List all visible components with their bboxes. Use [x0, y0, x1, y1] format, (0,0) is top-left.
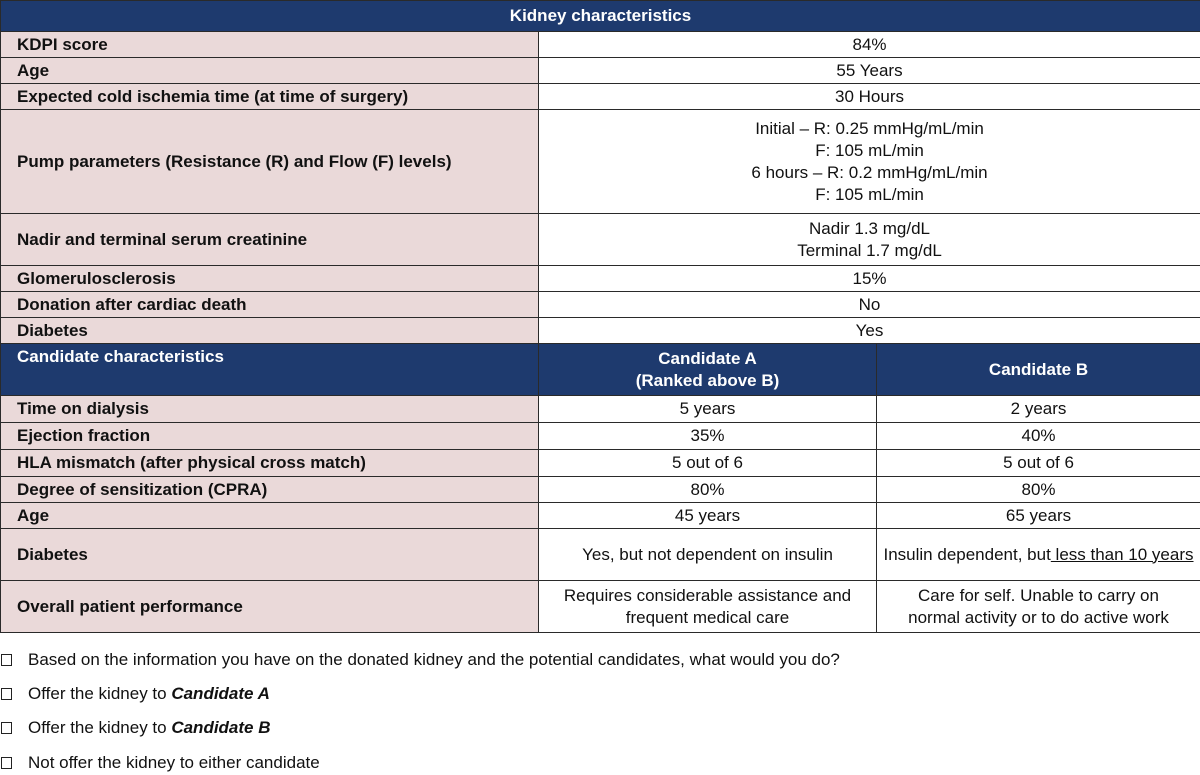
candidate-b-text: Insulin dependent, but — [884, 545, 1051, 564]
candidate-a-value: 45 years — [539, 503, 877, 529]
row-label: Diabetes — [1, 529, 539, 581]
value-line: Nadir 1.3 mg/dL — [539, 218, 1200, 240]
value-line: normal activity or to do active work — [877, 607, 1200, 629]
value-line: Terminal 1.7 mg/dL — [539, 240, 1200, 262]
candidate-b-value — [877, 529, 1200, 581]
row-value: 15% — [539, 266, 1200, 292]
row-label: Nadir and terminal serum creatinine — [1, 214, 539, 266]
candidate-a-subtitle: (Ranked above B) — [539, 370, 876, 392]
row-label: HLA mismatch (after physical cross match) — [1, 450, 539, 477]
candidate-b-underlined-text: less than 10 years — [1051, 545, 1194, 564]
table-row — [1, 477, 1200, 503]
table-row — [1, 396, 1200, 423]
checkbox[interactable] — [1, 722, 12, 734]
row-value — [539, 214, 1200, 266]
table-row — [1, 58, 1200, 84]
row-value: No — [539, 292, 1200, 318]
candidate-section-header: Candidate characteristics — [1, 344, 539, 396]
row-label: Degree of sensitization (CPRA) — [1, 477, 539, 503]
table-row — [1, 450, 1200, 477]
kidney-section-header: Kidney characteristics — [1, 1, 1200, 32]
value-line: Requires considerable assistance and — [539, 585, 876, 607]
candidate-a-title: Candidate A — [539, 348, 876, 370]
candidate-a-value: 5 out of 6 — [539, 450, 877, 477]
value-line: F: 105 mL/min — [539, 140, 1200, 162]
row-value — [539, 110, 1200, 214]
row-label: Overall patient performance — [1, 581, 539, 633]
value-line: Care for self. Unable to carry on — [877, 585, 1200, 607]
value-line: F: 105 mL/min — [539, 184, 1200, 206]
row-label: Glomerulosclerosis — [1, 266, 539, 292]
option-text — [28, 751, 320, 775]
candidate-b-value — [877, 581, 1200, 633]
value-line: Initial – R: 0.25 mmHg/mL/min — [539, 118, 1200, 140]
table-row — [1, 318, 1200, 344]
option-candidate-a[interactable] — [0, 682, 1200, 706]
candidate-b-value: 5 out of 6 — [877, 450, 1200, 477]
option-emphasis: Candidate A — [171, 684, 270, 703]
question-prompt[interactable] — [0, 648, 1200, 672]
row-label: Time on dialysis — [1, 396, 539, 423]
table-row — [1, 214, 1200, 266]
candidate-header-row — [1, 344, 1200, 396]
row-value: 84% — [539, 32, 1200, 58]
row-label: Diabetes — [1, 318, 539, 344]
value-line: 6 hours – R: 0.2 mmHg/mL/min — [539, 162, 1200, 184]
table-row — [1, 581, 1200, 633]
row-label: Age — [1, 58, 539, 84]
candidate-a-header — [539, 344, 877, 396]
option-prefix: Offer the kidney to — [28, 718, 171, 737]
row-label: Ejection fraction — [1, 423, 539, 450]
checkbox[interactable] — [1, 688, 12, 700]
row-value: Yes — [539, 318, 1200, 344]
table-row — [1, 292, 1200, 318]
candidate-b-value: 65 years — [877, 503, 1200, 529]
table-row — [1, 503, 1200, 529]
candidate-a-value: 35% — [539, 423, 877, 450]
candidate-b-header: Candidate B — [877, 344, 1200, 396]
table-row — [1, 529, 1200, 581]
option-text — [28, 682, 270, 706]
row-label: Expected cold ischemia time (at time of surgery) — [1, 84, 539, 110]
checkbox[interactable] — [1, 654, 12, 666]
row-label: KDPI score — [1, 32, 539, 58]
candidate-a-value: Yes, but not dependent on insulin — [539, 529, 877, 581]
option-prefix: Offer the kidney to — [28, 684, 171, 703]
row-label: Pump parameters (Resistance (R) and Flow (F) levels) — [1, 110, 539, 214]
option-candidate-b[interactable] — [0, 716, 1200, 740]
option-emphasis: Candidate B — [171, 718, 270, 737]
row-label: Donation after cardiac death — [1, 292, 539, 318]
candidate-b-value: 80% — [877, 477, 1200, 503]
table-row — [1, 266, 1200, 292]
row-value: 30 Hours — [539, 84, 1200, 110]
candidate-a-value: 5 years — [539, 396, 877, 423]
table-row — [1, 32, 1200, 58]
option-text — [28, 716, 271, 740]
candidate-a-value: 80% — [539, 477, 877, 503]
candidate-b-value: 2 years — [877, 396, 1200, 423]
kidney-header-row — [1, 1, 1200, 32]
option-prefix: Not offer the kidney to either candidate — [28, 753, 320, 772]
row-value: 55 Years — [539, 58, 1200, 84]
table-row — [1, 423, 1200, 450]
table-row — [1, 84, 1200, 110]
candidate-a-value — [539, 581, 877, 633]
table-row — [1, 110, 1200, 214]
value-line: frequent medical care — [539, 607, 876, 629]
candidate-b-value: 40% — [877, 423, 1200, 450]
row-label: Age — [1, 503, 539, 529]
option-neither[interactable] — [0, 751, 1200, 775]
question-prompt-text: Based on the information you have on the donated kidney and the potential candidates, what would you do? — [28, 648, 840, 672]
checkbox[interactable] — [1, 757, 12, 769]
